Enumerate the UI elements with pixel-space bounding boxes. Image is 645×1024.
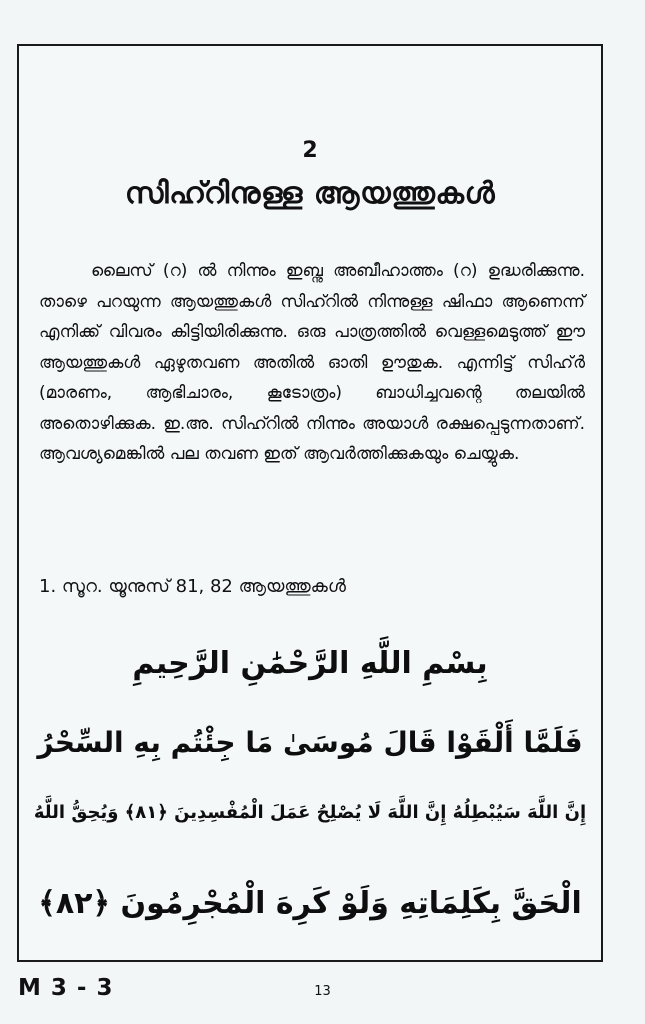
arabic-verse-line-3: الْحَقَّ بِكَلِمَاتِهِ وَلَوْ كَرِهَ الْمُجْرِمُونَ ﴿٨٢﴾ [38,886,582,921]
chapter-number: 2 [302,138,318,163]
page-frame [17,44,603,962]
arabic-verse-line-1: فَلَمَّا أَلْقَوْا قَالَ مُوسَىٰ مَا جِئْتُم بِهِ السِّحْرُ [37,726,583,759]
body-paragraph: ലൈസ് (റ) ൽ നിന്നും ഇബ്നു അബീഹാത്തം (റ) ഉദ്ധരിക്കുന്നു. താഴെ പറയുന്ന ആയത്തുകൾ സിഹ്റിൽ നിന്നുള്ള ഷിഫാ ആണെന്ന് എനിക്ക് വിവരം കിട്ടിയിരിക്കുന്നു. ഒരു പാത്രത്തിൽ വെള്ളമെടുത്ത് ഈ ആയത്തുകൾ ഏഴുതവണ അതിൽ ഓതി ഊതുക. എന്നിട്ട് സിഹ്ർ (മാരണം, ആഭിചാരം, കൂടോത്രം) ബാധിച്ചവന്റെ തലയിൽ അതൊഴിക്കുക. ഇ.അ. സിഹ്റിൽ നിന്നും അയാൾ രക്ഷപ്പെടുന്നതാണ്. ആവശ്യമെങ്കിൽ പല തവണ ഇത് ആവർത്തിക്കുകയും ചെയ്യുക. [39,261,585,464]
page-number: 13 [314,984,331,999]
printer-signature-mark: M 3 - 3 [18,975,114,1001]
arabic-verse-line-2: إِنَّ اللَّهَ سَيُبْطِلُهُ إِنَّ اللَّهَ لَا يُصْلِحُ عَمَلَ الْمُفْسِدِينَ ﴿٨١﴾ وَيُحِقُّ اللَّهُ [33,802,587,823]
arabic-bismillah: بِسْمِ اللَّهِ الرَّحْمَٰنِ الرَّحِيمِ [132,646,488,681]
chapter-title: സിഹ്റിനുള്ള ആയത്തുകൾ [124,176,496,211]
list-item-surah-yunus: 1. സൂറ. യൂനുസ് 81, 82 ആയത്തുകൾ [39,576,346,597]
